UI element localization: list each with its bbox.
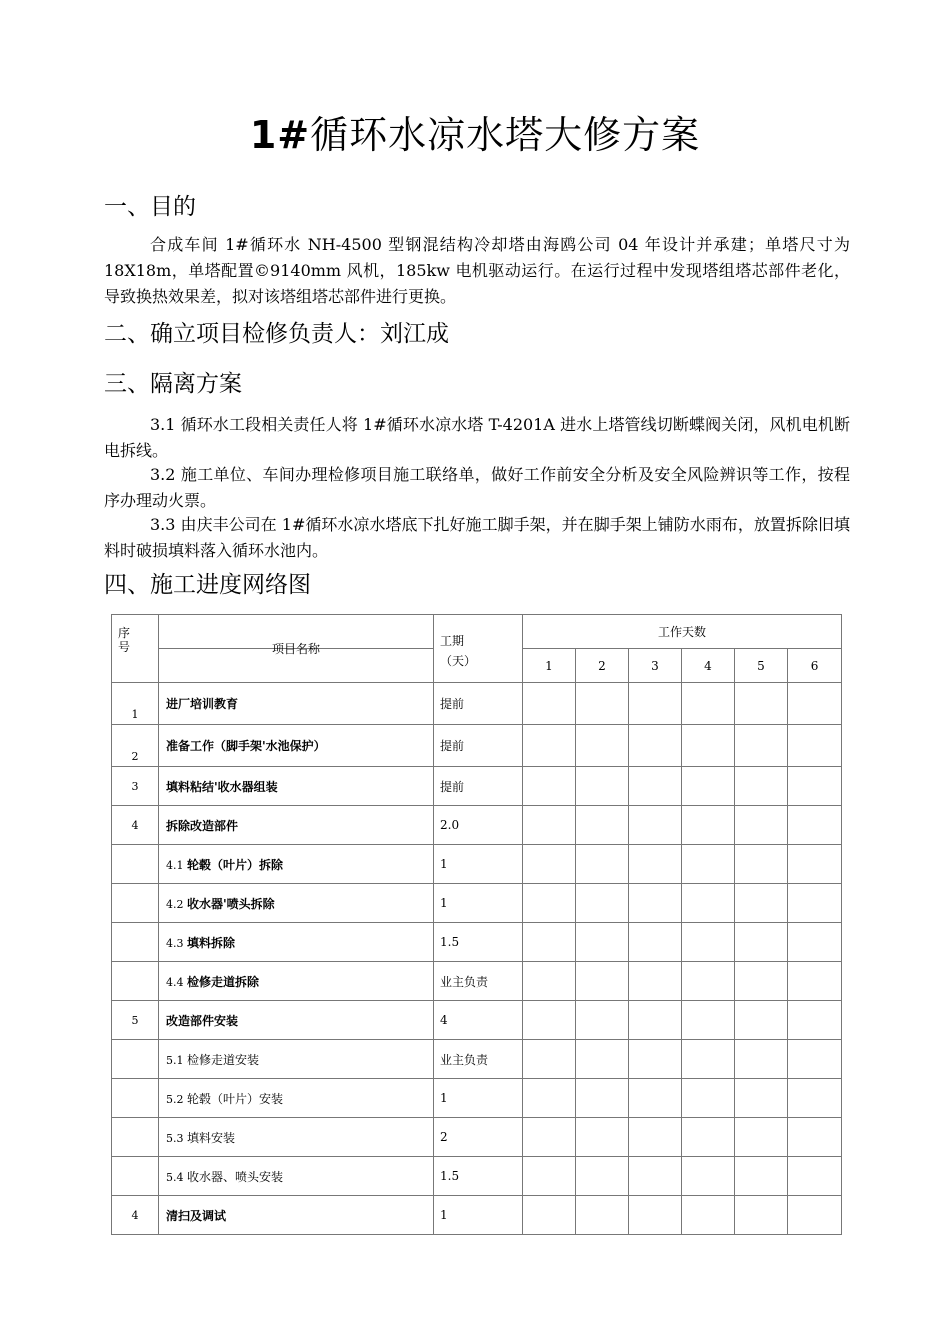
section-1-heading: 一、目的 [104, 194, 196, 220]
day-cell [735, 1157, 788, 1196]
day-cell [682, 1040, 735, 1079]
header-period: 工期（天） [434, 615, 523, 683]
day-cell [576, 884, 629, 923]
row-period: 2.0 [434, 806, 523, 845]
day-cell [788, 1079, 842, 1118]
schedule-body [112, 683, 842, 1235]
day-cell [788, 806, 842, 845]
day-cell [576, 962, 629, 1001]
day-cell [735, 884, 788, 923]
day-cell [682, 1157, 735, 1196]
header-days-title: 工作天数 [523, 615, 842, 649]
row-seq: 2 [112, 725, 159, 767]
section-3-paragraph-3: 3.3 由庆丰公司在 1#循环水凉水塔底下扎好施工脚手架，并在脚手架上铺防水雨布，放置拆除旧填料时破损填料落入循环水池内。 [104, 515, 850, 560]
section-4-heading: 四、施工进度网络图 [104, 572, 311, 598]
day-cell [735, 923, 788, 962]
day-cell [576, 1040, 629, 1079]
day-cell [576, 767, 629, 806]
day-cell [788, 845, 842, 884]
section-2-heading: 二、确立项目检修负责人：刘江成 [104, 321, 449, 347]
day-cell [788, 767, 842, 806]
day-cell [629, 1196, 682, 1235]
table-row [112, 1157, 842, 1196]
day-cell [629, 1157, 682, 1196]
row-name-text: 收水器'喷头拆除 [187, 896, 275, 911]
row-period: 1 [434, 884, 523, 923]
day-cell [576, 806, 629, 845]
day-cell [735, 1001, 788, 1040]
row-seq [112, 962, 159, 1001]
day-cell [682, 683, 735, 725]
header-day: 5 [735, 649, 788, 683]
day-cell [735, 767, 788, 806]
day-cell [629, 683, 682, 725]
header-name: 项目名称 [159, 615, 434, 649]
row-period: 提前 [434, 725, 523, 767]
row-period: 1 [434, 1079, 523, 1118]
table-row [112, 884, 842, 923]
header-day: 4 [682, 649, 735, 683]
row-name: 进厂培训教育 [159, 683, 434, 725]
table-row [112, 767, 842, 806]
header-day: 6 [788, 649, 842, 683]
day-cell [523, 725, 576, 767]
day-cell [576, 1001, 629, 1040]
day-cell [629, 962, 682, 1001]
day-cell [735, 725, 788, 767]
row-subnum: 4.4 [166, 975, 187, 989]
day-cell [682, 725, 735, 767]
row-seq: 3 [112, 767, 159, 806]
row-name-text: 检修走道安装 [187, 1052, 260, 1067]
day-cell [523, 1196, 576, 1235]
day-cell [523, 1157, 576, 1196]
day-cell [523, 1079, 576, 1118]
table-row [112, 806, 842, 845]
row-period: 2 [434, 1118, 523, 1157]
day-cell [682, 923, 735, 962]
day-cell [788, 1040, 842, 1079]
row-name [159, 884, 434, 923]
row-seq [112, 845, 159, 884]
row-seq: 4 [112, 1196, 159, 1235]
day-cell [523, 1040, 576, 1079]
day-cell [576, 1118, 629, 1157]
day-cell [788, 683, 842, 725]
row-name-text: 填料拆除 [187, 935, 236, 950]
section-3-heading: 三、隔离方案 [104, 371, 242, 397]
row-period: 1.5 [434, 1157, 523, 1196]
day-cell [682, 1079, 735, 1118]
row-name: 准备工作（脚手架'水池保护） [159, 725, 434, 767]
row-period: 业主负责 [434, 1040, 523, 1079]
day-cell [576, 923, 629, 962]
day-cell [629, 845, 682, 884]
day-cell [735, 683, 788, 725]
day-cell [682, 767, 735, 806]
row-name [159, 962, 434, 1001]
day-cell [788, 1196, 842, 1235]
row-name-text: 检修走道拆除 [187, 974, 260, 989]
day-cell [788, 1118, 842, 1157]
row-seq: 1 [112, 683, 159, 725]
row-name [159, 845, 434, 884]
row-name: 填料粘结'收水器组装 [159, 767, 434, 806]
row-seq [112, 1040, 159, 1079]
day-cell [682, 806, 735, 845]
day-cell [523, 767, 576, 806]
row-subnum: 5.1 [166, 1053, 187, 1067]
day-cell [682, 1118, 735, 1157]
row-seq [112, 1079, 159, 1118]
day-cell [682, 1196, 735, 1235]
row-period: 4 [434, 1001, 523, 1040]
day-cell [629, 725, 682, 767]
title-number: 1# [249, 113, 311, 157]
day-cell [523, 962, 576, 1001]
row-seq: 5 [112, 1001, 159, 1040]
table-row [112, 1040, 842, 1079]
day-cell [576, 845, 629, 884]
table-row [112, 845, 842, 884]
row-subnum: 4.2 [166, 897, 187, 911]
day-cell [523, 1001, 576, 1040]
day-cell [629, 806, 682, 845]
day-cell [735, 806, 788, 845]
row-name-text: 轮毂（叶片）安装 [187, 1091, 284, 1106]
day-cell [735, 1079, 788, 1118]
day-cell [629, 767, 682, 806]
table-row [112, 923, 842, 962]
day-cell [735, 1118, 788, 1157]
day-cell [523, 845, 576, 884]
row-seq [112, 1118, 159, 1157]
day-cell [576, 1196, 629, 1235]
day-cell [576, 683, 629, 725]
header-day: 1 [523, 649, 576, 683]
table-row [112, 1001, 842, 1040]
row-subnum: 5.4 [166, 1170, 187, 1184]
table-row [112, 683, 842, 725]
day-cell [682, 962, 735, 1001]
day-cell [788, 962, 842, 1001]
day-cell [629, 1001, 682, 1040]
row-name: 清扫及调试 [159, 1196, 434, 1235]
row-period: 1.5 [434, 923, 523, 962]
row-seq [112, 884, 159, 923]
day-cell [682, 845, 735, 884]
header-day: 3 [629, 649, 682, 683]
title-text: 循环水凉水塔大修方案 [310, 113, 701, 157]
day-cell [735, 1040, 788, 1079]
table-row [112, 725, 842, 767]
header-seq: 序号 [112, 615, 159, 683]
row-name [159, 1079, 434, 1118]
row-seq [112, 923, 159, 962]
table-row [112, 1079, 842, 1118]
day-cell [788, 923, 842, 962]
day-cell [523, 806, 576, 845]
day-cell [576, 1157, 629, 1196]
table-row [112, 1118, 842, 1157]
row-name: 改造部件安装 [159, 1001, 434, 1040]
row-seq: 4 [112, 806, 159, 845]
page-title [0, 104, 950, 159]
row-seq [112, 1157, 159, 1196]
day-cell [629, 884, 682, 923]
day-cell [788, 725, 842, 767]
row-name-text: 轮毂（叶片）拆除 [187, 857, 284, 872]
table-row [112, 962, 842, 1001]
day-cell [682, 1001, 735, 1040]
schedule-table [111, 614, 842, 1235]
row-name [159, 1157, 434, 1196]
row-subnum: 4.3 [166, 936, 187, 950]
section-3-paragraph-2: 3.2 施工单位、车间办理检修项目施工联络单，做好工作前安全分析及安全风险辨识等工作，按程序办理动火票。 [104, 465, 850, 510]
day-cell [629, 923, 682, 962]
day-cell [735, 962, 788, 1001]
row-period: 业主负责 [434, 962, 523, 1001]
row-name [159, 1118, 434, 1157]
day-cell [523, 923, 576, 962]
day-cell [735, 845, 788, 884]
day-cell [523, 884, 576, 923]
day-cell [629, 1040, 682, 1079]
day-cell [788, 1157, 842, 1196]
day-cell [788, 884, 842, 923]
row-name: 拆除改造部件 [159, 806, 434, 845]
header-day: 2 [576, 649, 629, 683]
row-period: 提前 [434, 683, 523, 725]
row-name [159, 1040, 434, 1079]
day-cell [735, 1196, 788, 1235]
day-cell [682, 884, 735, 923]
row-subnum: 5.3 [166, 1131, 187, 1145]
day-cell [629, 1118, 682, 1157]
day-cell [576, 725, 629, 767]
day-cell [523, 683, 576, 725]
row-period: 1 [434, 845, 523, 884]
section-3-paragraph-1: 3.1 循环水工段相关责任人将 1#循环水凉水塔 T-4201A 进水上塔管线切断蝶阀关闭，风机电机断电拆线。 [104, 415, 850, 460]
row-subnum: 5.2 [166, 1092, 187, 1106]
row-name [159, 923, 434, 962]
row-subnum: 4.1 [166, 858, 187, 872]
row-period: 1 [434, 1196, 523, 1235]
table-row [112, 1196, 842, 1235]
row-name-text: 填料安装 [187, 1130, 236, 1145]
day-cell [576, 1079, 629, 1118]
day-cell [788, 1001, 842, 1040]
section-1-paragraph: 合成车间 1#循环水 NH-4500 型钢混结构冷却塔由海鸥公司 04 年设计并承建；单塔尺寸为 18X18m，单塔配置©9140mm 风机，185kw 电机驱动运行。在运行过程中发现塔组塔芯部件老化，导致换热效果差，拟对该塔组塔芯部件进行更换。 [104, 235, 850, 306]
row-period: 提前 [434, 767, 523, 806]
row-name-text: 收水器、喷头安装 [187, 1169, 284, 1184]
day-cell [523, 1118, 576, 1157]
day-cell [629, 1079, 682, 1118]
